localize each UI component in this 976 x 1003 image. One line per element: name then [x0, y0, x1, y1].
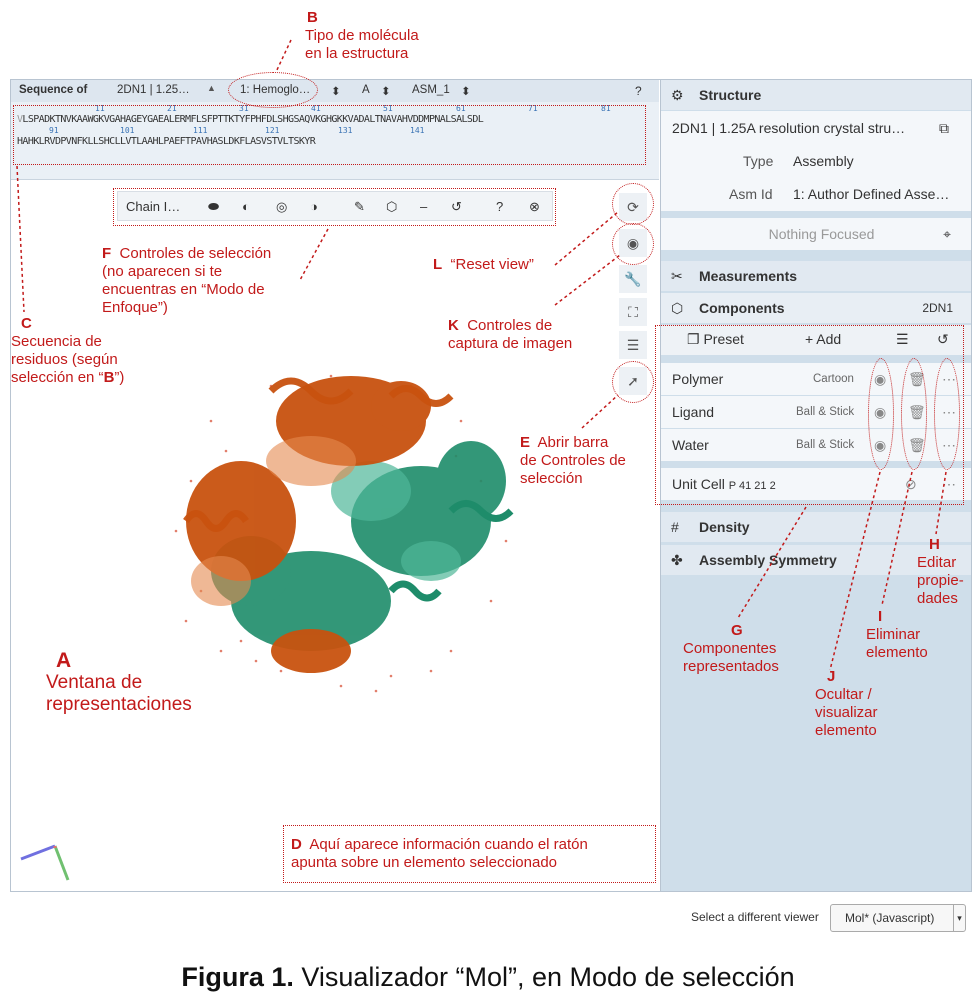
brush-icon[interactable]: ✎ — [354, 199, 365, 214]
sequence-line1[interactable]: VLSPADKTNVKAAWGKVGAHAGEYGAEALERMFLSFPTTKTYFPHFDLSHGSAQVKGHGKKVADALTNAVAHVDDMPNALSALSDL — [17, 114, 484, 125]
fullscreen-icon[interactable]: ⛶ — [619, 298, 647, 326]
remove-icon[interactable]: – — [420, 199, 428, 214]
gear-icon: ⚙ — [671, 87, 684, 103]
sequence-numbers-row1: 11 21 31 41 51 61 71 81 — [95, 104, 611, 113]
annotation-c: C Secuencia de residuos (según selección en “B”) — [11, 315, 125, 386]
trash-icon[interactable]: 🗑 — [908, 371, 926, 387]
viewer-select[interactable]: Mol* (Javascript) ▾ — [830, 904, 966, 932]
options-sliders-icon[interactable]: ☰ — [896, 331, 909, 347]
updown-icon: ⬍ — [331, 86, 341, 98]
dropdown-arrow-icon: ▾ — [953, 905, 965, 931]
screenshot-icon[interactable]: ◉ — [619, 229, 647, 257]
annotation-d: D Aquí aparece información cuando el ratón apunta sobre un elemento seleccionado — [291, 836, 588, 871]
set-icon[interactable]: ◑ — [310, 199, 318, 214]
settings-sliders-icon[interactable]: ☰ — [619, 331, 647, 359]
figure-caption: Figura 1. Visualizador “Mol”, en Modo de selección — [181, 962, 795, 992]
sequence-of-label: Sequence of — [19, 84, 88, 96]
grid-icon: # — [671, 519, 679, 535]
subtract-icon[interactable]: ◐ — [242, 199, 250, 214]
updown-icon: ▲ — [207, 83, 216, 93]
annotation-a: A Ventana de representaciones — [46, 649, 192, 715]
close-icon[interactable]: ⊗ — [529, 199, 540, 214]
structure-name-row[interactable]: 2DN1 | 1.25A resolution crystal stru… ⧉ — [661, 111, 971, 145]
question-icon[interactable]: ? — [635, 84, 642, 98]
history-icon[interactable]: ↺ — [937, 331, 949, 347]
preset-button[interactable]: ❐ Preset — [687, 331, 744, 347]
component-row-ligand[interactable]: Ligand Ball & Stick ◉ 🗑 ⋯ — [661, 396, 971, 428]
eye-icon[interactable]: ◉ — [874, 437, 887, 453]
union-icon[interactable]: ⬬ — [208, 199, 220, 214]
measurements-header[interactable]: ✂ Measurements — [661, 261, 971, 291]
more-icon[interactable]: ⋯ — [942, 371, 956, 387]
assembly-symmetry-header[interactable]: ✤ Assembly Symmetry — [661, 545, 971, 575]
sequence-line2[interactable]: HAHKLRVDPVNFKLLSHCLLVTLAAHLPAEFTPAVHASLDKFLASVSTVLTSKYR — [17, 136, 316, 147]
annotation-f: F Controles de selección (no aparecen si te encuentras en “Modo de Enfoque”) — [102, 245, 272, 316]
assembly-select[interactable]: ASM_1 — [412, 84, 450, 96]
updown-icon: ⬍ — [461, 86, 471, 98]
annotation-k: K Controles de captura de imagen — [448, 317, 573, 352]
asmid-row[interactable]: Asm Id 1: Author Defined Asse… — [661, 178, 971, 211]
annotation-g: G Componentes representados — [683, 622, 779, 675]
reset-view-icon[interactable]: ⟳ — [619, 193, 647, 221]
annotation-b: B Tipo de molécula en la estructura — [305, 9, 419, 62]
chain-granularity-select[interactable]: Chain I… — [126, 199, 181, 214]
focus-row[interactable]: Nothing Focused ⌖ — [661, 218, 971, 250]
annotation-j: J Ocultar / visualizar elemento — [815, 668, 878, 739]
updown-icon: ⬍ — [381, 86, 391, 98]
trash-icon[interactable]: 🗑 — [908, 404, 926, 420]
structure-header[interactable]: ⚙ Structure — [661, 80, 971, 110]
density-header[interactable]: # Density — [661, 512, 971, 542]
component-row-water[interactable]: Water Ball & Stick ◉ 🗑 ⋯ — [661, 429, 971, 461]
chain-select[interactable]: A — [362, 84, 370, 96]
wrench-icon[interactable]: 🔧 — [619, 265, 647, 293]
intersect-icon[interactable]: ◎ — [276, 199, 288, 214]
sequence-numbers-row2: 91 101 111 121 131 141 — [49, 126, 425, 135]
eye-icon[interactable]: ◉ — [874, 404, 887, 420]
history-icon[interactable]: ↺ — [451, 199, 462, 214]
cube-icon: ⬡ — [671, 300, 684, 316]
annotation-h: H Editar propie- dades — [917, 536, 964, 607]
type-row[interactable]: Type Assembly — [661, 145, 971, 178]
trash-icon[interactable]: 🗑 — [908, 437, 926, 453]
puzzle-icon: ✤ — [671, 552, 683, 568]
add-button[interactable]: + Add — [805, 331, 842, 347]
more-icon[interactable]: ⋯ — [942, 437, 956, 453]
preset-icon: ❐ — [687, 331, 700, 347]
help-icon[interactable]: ? — [496, 199, 504, 214]
cube-icon[interactable]: ⬡ — [386, 199, 398, 214]
more-icon[interactable]: ⋯ — [942, 476, 956, 492]
annotation-l: L “Reset view” — [433, 256, 534, 273]
components-header[interactable]: ⬡ Components 2DN1 — [661, 293, 971, 323]
copy-icon[interactable]: ⧉ — [939, 120, 949, 136]
focus-target-icon[interactable]: ⌖ — [943, 226, 951, 242]
ruler-icon: ✂ — [671, 268, 683, 284]
more-icon[interactable]: ⋯ — [942, 404, 956, 420]
molecule-select[interactable]: 1: Hemoglo… — [240, 84, 311, 96]
eye-icon[interactable]: ◉ — [874, 371, 887, 387]
cursor-icon[interactable]: ➚ — [619, 367, 647, 395]
annotation-e: E Abrir barra de Controles de selección — [520, 434, 626, 487]
viewer-select-label: Select a different viewer — [691, 910, 819, 924]
annotation-i: I Eliminar elemento — [866, 608, 928, 661]
component-row-unit-cell[interactable]: Unit Cell P 41 21 2 ⊘ ⋯ — [661, 468, 971, 500]
entry-select[interactable]: 2DN1 | 1.25… — [117, 84, 190, 96]
component-row-polymer[interactable]: Polymer Cartoon ◉ 🗑 ⋯ — [661, 363, 971, 395]
eye-off-icon[interactable]: ⊘ — [905, 476, 917, 492]
